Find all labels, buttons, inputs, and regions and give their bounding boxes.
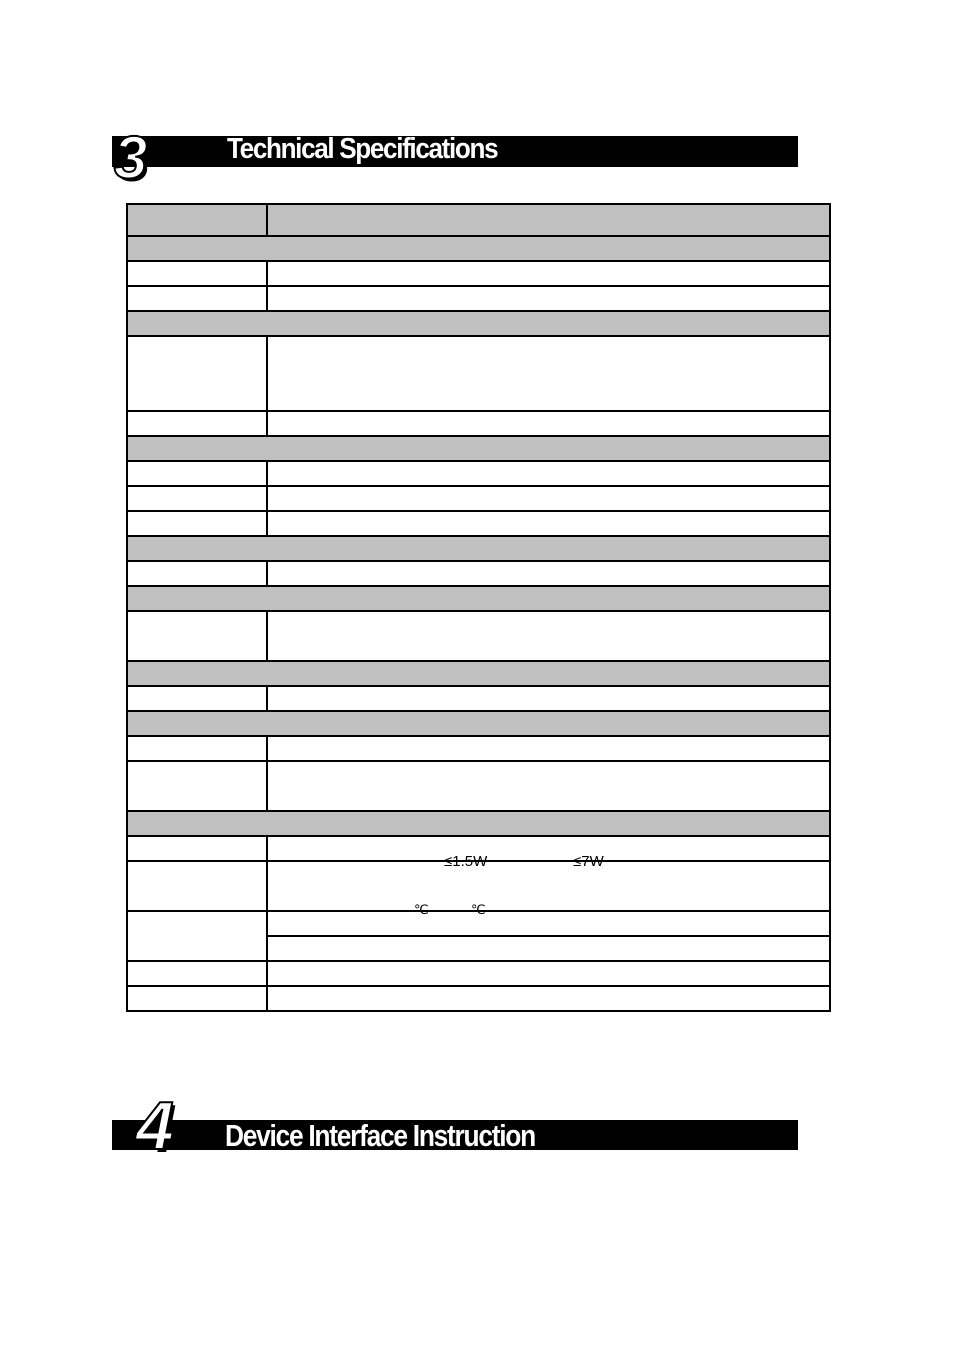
- section-number: 3: [114, 124, 148, 191]
- table-group-row: [127, 436, 830, 461]
- table-group-row: [127, 711, 830, 736]
- table-group-row: [127, 311, 830, 336]
- power-working-value: ≤7W: [573, 853, 604, 870]
- table-group-row: [127, 586, 830, 611]
- table-row: [127, 336, 830, 411]
- table-row: [127, 486, 830, 511]
- section-title: Technical Specifications: [227, 133, 498, 165]
- table-row: [127, 261, 830, 286]
- table-row: [127, 511, 830, 536]
- table-group-row: [127, 536, 830, 561]
- temperature-unit: ℃: [414, 903, 429, 918]
- table-row: [127, 961, 830, 986]
- table-row: [127, 686, 830, 711]
- table-group-row: [127, 661, 830, 686]
- section-title: Device Interface Instruction: [225, 1118, 535, 1153]
- specifications-table: [126, 203, 831, 1012]
- section-header-device-interface-instruction: [112, 1088, 798, 1164]
- table-row: [127, 986, 830, 1011]
- table-row: [127, 761, 830, 811]
- table-row: [127, 736, 830, 761]
- table-header-row: [127, 204, 830, 236]
- temperature-unit: ℃: [471, 903, 486, 918]
- table-row: [127, 611, 830, 661]
- table-row-temperature: [127, 911, 830, 936]
- section-header-technical-specifications: [112, 124, 798, 191]
- table-row: [127, 286, 830, 311]
- table-row: [127, 461, 830, 486]
- table-row: [127, 411, 830, 436]
- power-standby-value: ≤1.5W: [444, 853, 488, 870]
- section-number: 4: [136, 1088, 174, 1164]
- table-row: [127, 561, 830, 586]
- table-group-row: [127, 236, 830, 261]
- table-group-row: [127, 811, 830, 836]
